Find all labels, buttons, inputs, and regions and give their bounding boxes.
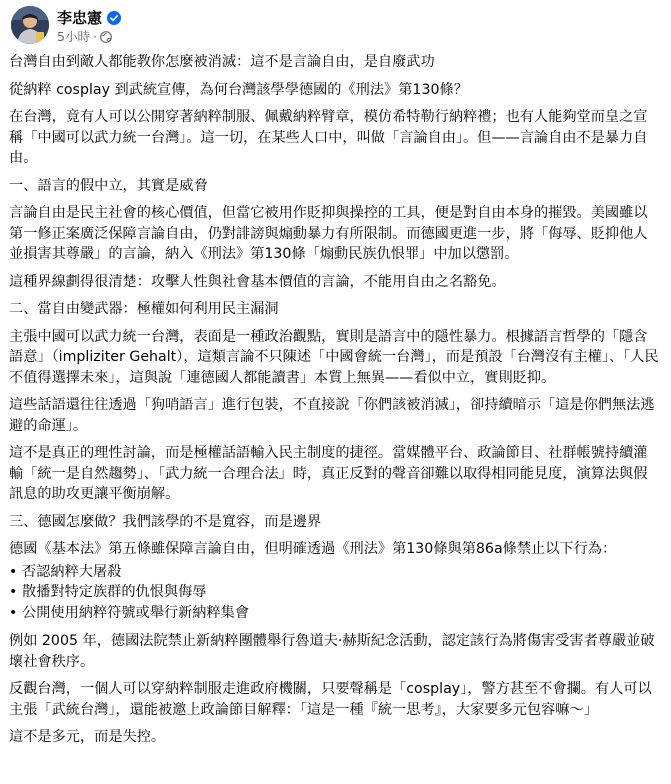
post-paragraph: 言論自由是民主社會的核心價值，但當它被用作貶抑與操控的工具，便是對自由本身的摧毀。美國雖以第一修正案廣泛保障言論自由，仍對誹謗與煽動暴力有所限制。而德國更進一步，將「侮辱、貶抑他人並損害其尊嚴」的言論，納入《刑法》第130條「煽動民族仇恨罪」中加以懲罰。 xyxy=(9,205,648,262)
section-heading: 一、語言的假中立，其實是威脅 xyxy=(9,177,208,194)
author-name[interactable]: 李忠憲 xyxy=(57,9,103,27)
list-item xyxy=(9,582,661,603)
globe-icon[interactable] xyxy=(100,31,112,43)
verified-badge-icon xyxy=(107,11,121,25)
post-body xyxy=(9,52,661,755)
post-title: 台灣自由到敵人都能教你怎麼被消滅：這不是言論自由，是自廢武功 xyxy=(9,54,435,70)
avatar[interactable] xyxy=(11,6,49,44)
post-paragraph: 這些話語還往往透過「狗哨語言」進行包裝，不直接說「你們該被消滅」，卻持續暗示「這是你們無法逃避的命運」。 xyxy=(9,397,655,434)
section-heading: 二、當自由變武器：極權如何利用民主漏洞 xyxy=(9,301,279,317)
timestamp[interactable]: 5小時 xyxy=(57,29,90,44)
list-item xyxy=(9,562,661,583)
bullet-list xyxy=(9,562,661,624)
bullet-dot: • xyxy=(9,584,18,600)
post-paragraph: 這不是多元，而是失控。 xyxy=(9,729,166,745)
post-subtitle: 從納粹 cosplay 到武統宣傳，為何台灣該學學德國的《刑法》第130條？ xyxy=(9,81,468,98)
avatar-image xyxy=(11,6,49,44)
post-paragraph: 在台灣，竟有人可以公開穿著納粹制服、佩戴納粹臂章，模仿希特勒行納粹禮；也有人能夠堂而皇之宣稱「中國可以武力統一台灣」。這一切，在某些人口中，叫做「言論自由」。但——言論自由不是暴力自由。 xyxy=(9,109,648,166)
bullet-dot: • xyxy=(9,604,18,621)
post-paragraph: 德國《基本法》第五條雖保障言論自由，但明確透過《刑法》第130條與第86a條禁止以下行為： xyxy=(9,541,617,557)
list-item-text: 散播對特定族群的仇恨與侮辱 xyxy=(22,584,207,600)
list-item-text: 否認納粹大屠殺 xyxy=(22,563,122,580)
list-item xyxy=(9,603,661,624)
section-heading: 三、德國怎麼做？我們該學的不是寬容，而是邊界 xyxy=(9,513,322,530)
post-paragraph: 主張中國可以武力統一台灣，表面是一種政治觀點，實則是語言中的隱性暴力。根據語言哲學的「隱含語意」（impliziter Gehalt），這類言論不只陳述「中國會統一台灣」，而是預設「台灣沒有主權」、「人民不值得選擇未來」，這與說「連德國人都能讀書」本質上無異——看似中立，實則貶抑。 xyxy=(9,328,659,386)
post-paragraph: 這種界線劃得很清楚：攻擊人性與社會基本價值的言論，不能用自由之名豁免。 xyxy=(9,273,506,290)
bullet-dot: • xyxy=(9,563,18,580)
list-item-text: 公開使用納粹符號或舉行新納粹集會 xyxy=(22,604,250,621)
post-paragraph: 反觀台灣，一個人可以穿納粹制服走進政府機關，只要聲稱是「cosplay」，警方甚至不會攔。有人可以主張「武統台灣」，還能被邀上政論節目解釋：「這是一種『統一思考』，大家要多元包容嘛～」 xyxy=(9,681,652,718)
post-paragraph: 例如 2005 年，德國法院禁止新納粹團體舉行魯道夫·赫斯紀念活動，認定該行為將傷害受害者尊嚴並破壞社會秩序。 xyxy=(9,633,655,670)
meta-separator: · xyxy=(92,29,97,44)
author-row xyxy=(57,9,121,27)
post-meta xyxy=(57,29,112,44)
post-paragraph: 這不是真正的理性討論，而是極權話語輸入民主制度的捷徑。當媒體平台、政論節目、社群帳號持續灌輸「統一是自然趨勢」、「武力統一合理合法」時，真正反對的聲音卻難以取得相同能見度，演算法與假訊息的助攻更讓平衡崩解。 xyxy=(9,445,648,502)
post-header xyxy=(0,0,671,50)
